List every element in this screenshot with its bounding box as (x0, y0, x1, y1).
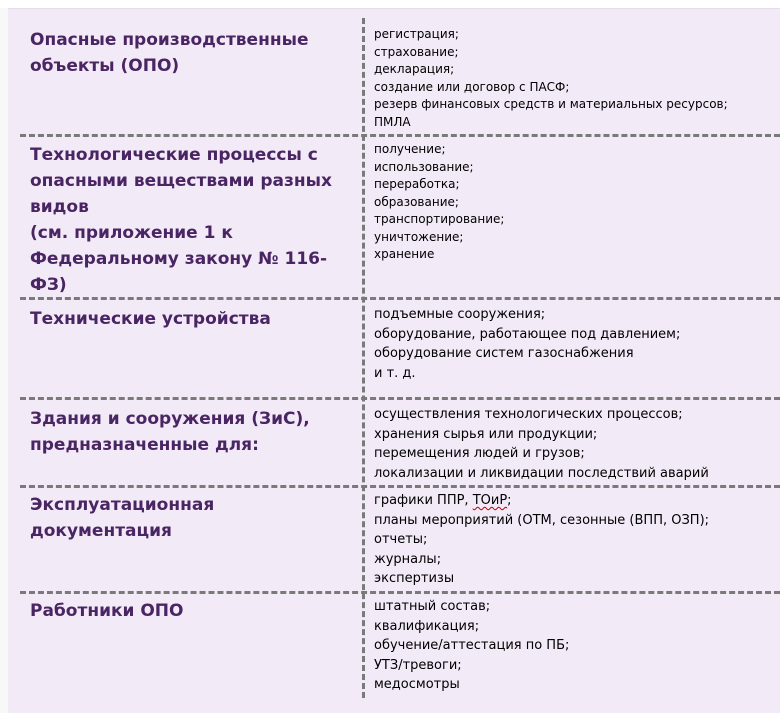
row-title-devices (30, 306, 350, 332)
list-item: резерв финансовых средств и материальных ресурсов; (374, 97, 728, 111)
row-items-documentation (374, 491, 774, 589)
list-item: образование; (374, 194, 459, 209)
left-edge (0, 8, 8, 713)
row-divider (20, 134, 780, 137)
row-title-opo (30, 27, 350, 79)
row-items-processes (374, 141, 774, 264)
list-item: регистрация; (374, 27, 459, 41)
list-item: оборудование систем газоснабжения (374, 346, 634, 361)
list-item: использование; (374, 159, 474, 174)
row-divider (20, 591, 780, 594)
list-item: медосмотры (374, 677, 460, 692)
row-title-line: предназначенные для: (30, 435, 259, 455)
row-items-buildings (374, 405, 774, 483)
row-title-line: объекты (ОПО) (30, 56, 180, 76)
row-title-documentation (30, 492, 350, 544)
list-item-text: ; (507, 493, 512, 508)
top-bar (0, 0, 780, 9)
row-title-line: Здания и сооружения (ЗиС), (30, 409, 310, 429)
list-item: и т. д. (374, 365, 416, 381)
list-item (374, 491, 774, 511)
column-divider (362, 18, 365, 698)
list-item: квалификация; (374, 618, 480, 634)
list-item: страхование; (374, 44, 459, 59)
row-title-line: опасными веществами разных (30, 171, 332, 191)
list-item: УТЗ/тревоги; (374, 657, 462, 673)
list-item: транспортирование; (374, 212, 505, 226)
list-item: переработка; (374, 177, 460, 191)
row-title-line: Опасные производственные (30, 30, 309, 50)
list-item: подъемные сооружения; (374, 307, 546, 322)
list-item: создание или договор с ПАСФ; (374, 79, 570, 94)
row-title-workers (30, 598, 350, 624)
list-item: отчеты; (374, 532, 428, 547)
list-item: журналы; (374, 551, 442, 567)
list-item: хранения сырья или продукции; (374, 426, 598, 442)
list-item: оборудование, работающее под давлением; (374, 326, 681, 342)
row-title-line: Федеральному закону № 116-ФЗ) (30, 249, 328, 295)
row-title-buildings (30, 406, 350, 458)
row-title-line: Работники ОПО (30, 601, 184, 621)
list-item: ПМЛА (374, 114, 411, 129)
list-item: планы мероприятий (ОТМ, сезонные (ВПП, ОЗП); (374, 512, 710, 528)
row-title-line: (см. приложение 1 к (30, 223, 233, 243)
list-item: экспертизы (374, 571, 455, 586)
row-items-opo (374, 26, 774, 131)
list-item: хранение (374, 247, 435, 261)
list-item-text: графики ППР, (374, 493, 473, 508)
list-item: осуществления технологических процессов; (374, 407, 683, 422)
row-title-line: Эксплуатационная документация (30, 495, 215, 541)
row-divider (20, 397, 780, 400)
list-item: перемещения людей и грузов; (374, 446, 585, 461)
row-title-processes (30, 142, 350, 298)
list-item: уничтожение; (374, 229, 464, 244)
list-item: декларация; (374, 62, 455, 76)
list-item: локализации и ликвидации последствий аварий (374, 465, 709, 481)
spellcheck-underlined-word: ТОиР (472, 493, 508, 508)
row-divider (20, 485, 780, 488)
row-title-line: Технологические процессы с (30, 145, 318, 165)
list-item: обучение/аттестация по ПБ; (374, 638, 570, 653)
list-item: штатный состав; (374, 599, 491, 614)
row-title-line: видов (30, 197, 89, 217)
row-items-devices (374, 305, 774, 383)
list-item: получение; (374, 142, 446, 156)
row-items-workers (374, 597, 774, 695)
row-title-line: Технические устройства (30, 309, 271, 329)
